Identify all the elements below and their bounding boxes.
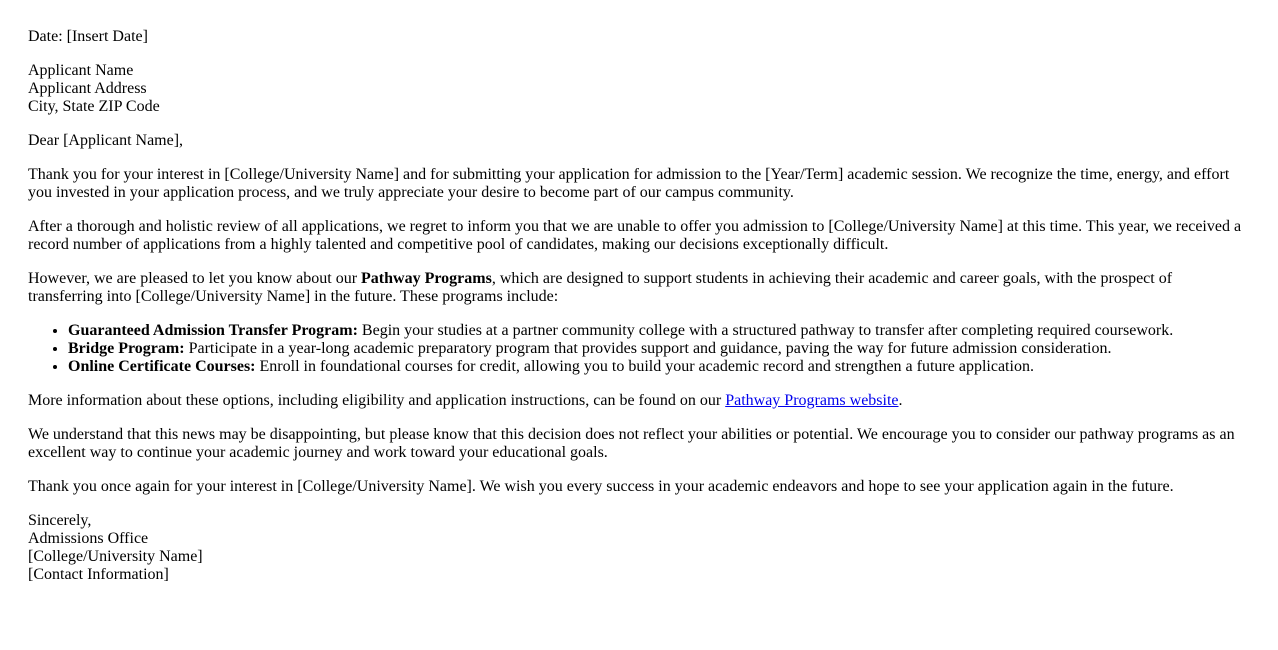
program-description: Participate in a year-long academic preparatory program that provides support and guidance, paving the way for future admission consideration.: [184, 340, 1112, 357]
programs-list: [28, 322, 1250, 376]
pathway-intro-before: However, we are pleased to let you know about our: [28, 270, 362, 287]
pathway-intro-after: , which are designed to support students in achieving their academic and career goals, with the prospect of transferring into [College/University Name] in the future. These programs include:: [28, 270, 1173, 305]
recipient-city-line: City, State ZIP Code: [28, 98, 160, 115]
date-line: Date: [Insert Date]: [28, 28, 148, 45]
program-item-online-certificate: [68, 358, 1250, 376]
signature-college-line: [College/University Name]: [28, 548, 203, 565]
program-label: Guaranteed Admission Transfer Program:: [68, 322, 358, 339]
program-item-guaranteed-transfer: [68, 322, 1250, 340]
program-label: Online Certificate Courses:: [68, 358, 256, 375]
program-item-bridge: [68, 340, 1250, 358]
paragraph-pathway-intro: [28, 270, 1250, 306]
program-description: Begin your studies at a partner community college with a structured pathway to transfer after completing required coursework.: [357, 322, 1174, 339]
signature-office-line: Admissions Office: [28, 530, 149, 547]
paragraph-more-info: [28, 392, 1250, 410]
signature-closing-line: Sincerely,: [28, 512, 92, 529]
pathway-programs-website-link[interactable]: Pathway Programs website: [725, 392, 899, 409]
paragraph-regret: After a thorough and holistic review of all applications, we regret to inform you that we are unable to offer you admission to [College/University Name] at this time. This year, we received a record number of applications from a highly talented and competitive pool of candidates, making our decisions exceptionally difficult.: [28, 218, 1242, 253]
paragraph-thanks: Thank you for your interest in [College/University Name] and for submitting your application for admission to the [Year/Term] academic session. We recognize the time, energy, and effort you invested in your application process, and we truly appreciate your desire to become part of our campus community.: [28, 166, 1230, 201]
paragraph-encourage: We understand that this news may be disappointing, but please know that this decision does not reflect your abilities or potential. We encourage you to consider our pathway programs as an excellent way to continue your academic journey and work toward your educational goals.: [28, 426, 1235, 461]
more-info-after-link: .: [898, 392, 903, 409]
recipient-address-line: Applicant Address: [28, 80, 147, 97]
program-label: Bridge Program:: [68, 340, 185, 357]
signature-contact-line: [Contact Information]: [28, 566, 169, 583]
recipient-name-line: Applicant Name: [28, 62, 134, 79]
more-info-before-link: More information about these options, including eligibility and application instructions, can be found on our: [28, 392, 726, 409]
program-description: Enroll in foundational courses for credit, allowing you to build your academic record and strengthen a future application.: [255, 358, 1034, 375]
pathway-programs-bold-text: Pathway Programs: [361, 270, 492, 287]
salutation: Dear [Applicant Name],: [28, 132, 184, 149]
paragraph-thank-again: Thank you once again for your interest in [College/University Name]. We wish you every success in your academic endeavors and hope to see your application again in the future.: [28, 478, 1174, 495]
